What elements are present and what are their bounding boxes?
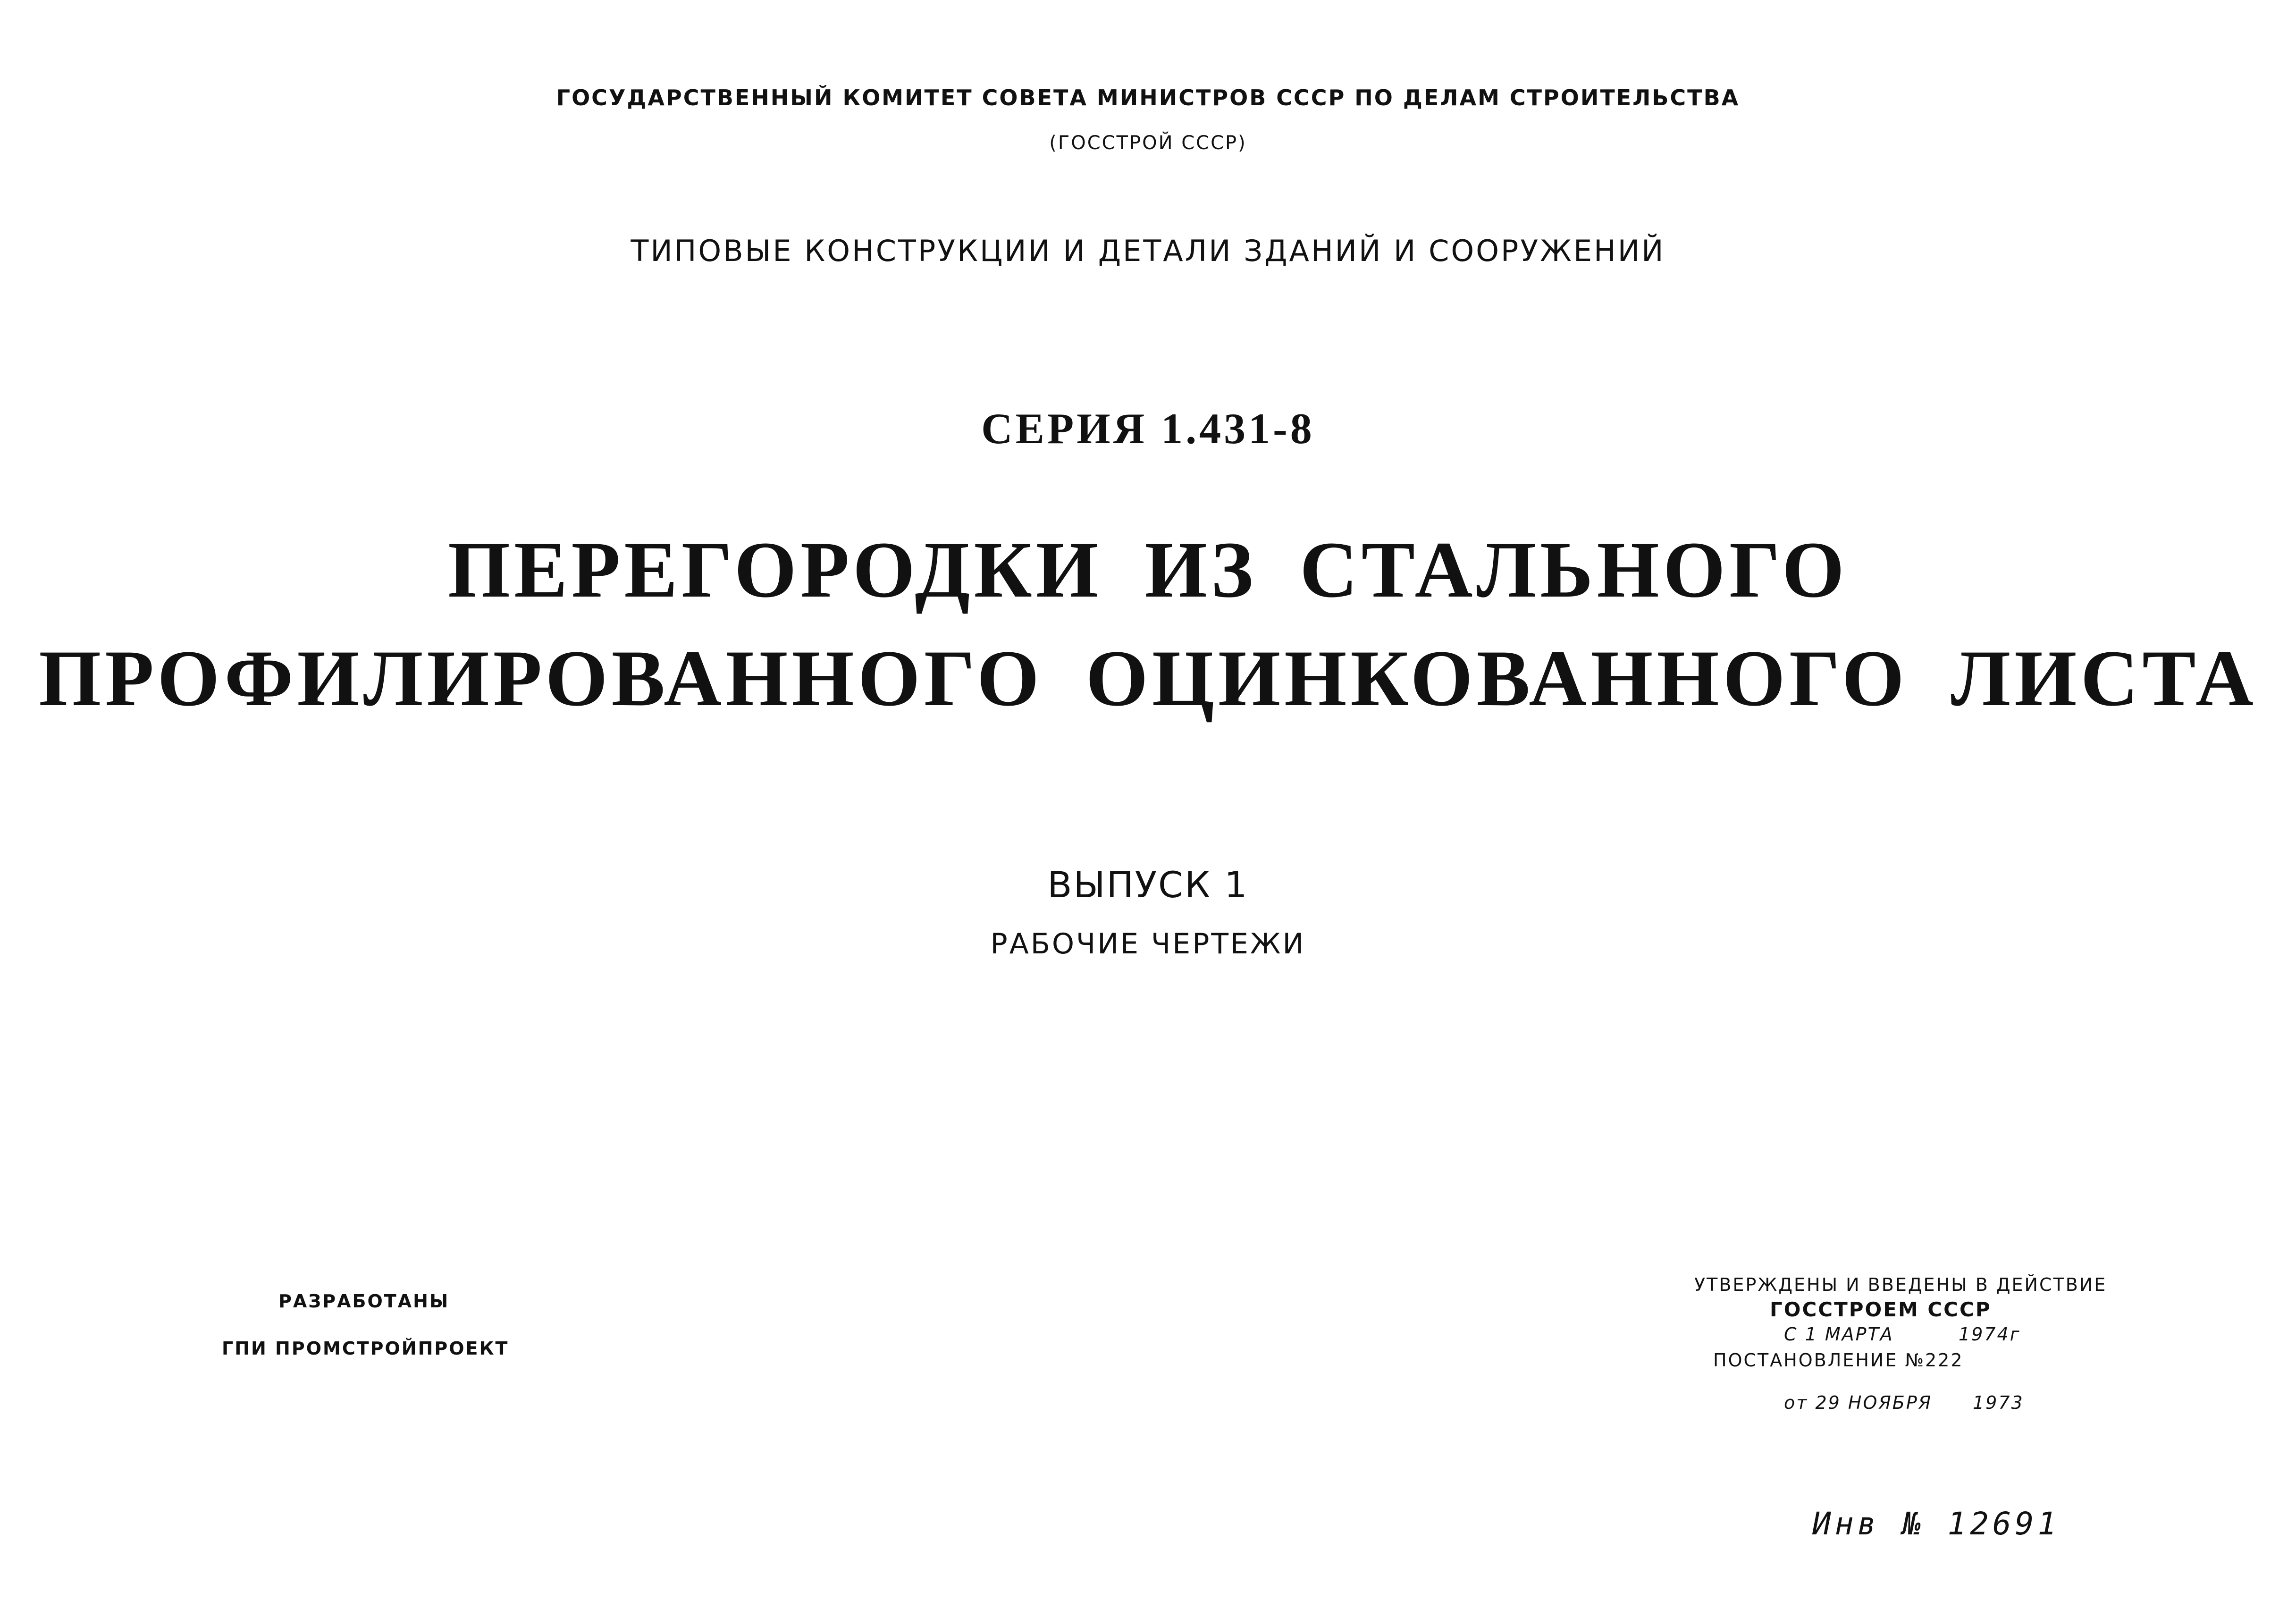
document-title-line-1: ПЕРЕГОРОДКИ ИЗ СТАЛЬНОГО <box>447 525 1849 614</box>
approval-statement: УТВЕРЖДЕНЫ И ВВЕДЕНЫ В ДЕЙСТВИЕ <box>1694 1274 2107 1295</box>
inventory-number: Инв № 12691 <box>1812 1506 2061 1542</box>
typical-constructions-heading: ТИПОВЫЕ КОНСТРУКЦИИ И ДЕТАЛИ ЗДАНИЙ И СООРУЖЕНИЙ <box>631 234 1665 268</box>
issue-type: РАБОЧИЕ ЧЕРТЕЖИ <box>990 927 1306 960</box>
decree-date-day: от 29 НОЯБРЯ <box>1784 1392 1933 1413</box>
effective-date-day: С 1 МАРТА <box>1784 1324 1894 1345</box>
gosstroy-abbreviation: (ГОССТРОЙ СССР) <box>1049 132 1247 154</box>
approval-authority: ГОССТРОЕМ СССР <box>1770 1298 1992 1321</box>
committee-header: ГОСУДАРСТВЕННЫЙ КОМИТЕТ СОВЕТА МИНИСТРОВ СССР ПО ДЕЛАМ СТРОИТЕЛЬСТВА <box>556 85 1740 110</box>
series-number: СЕРИЯ 1.431-8 <box>981 404 1315 453</box>
decree-number: ПОСТАНОВЛЕНИЕ №222 <box>1713 1350 1964 1371</box>
developed-by-label: РАЗРАБОТАНЫ <box>278 1291 450 1312</box>
document-title-line-2: ПРОФИЛИРОВАННОГО ОЦИНКОВАННОГО ЛИСТА <box>39 634 2257 723</box>
issue-number: ВЫПУСК 1 <box>1047 864 1249 906</box>
developer-organization: ГПИ ПРОМСТРОЙПРОЕКТ <box>222 1338 509 1359</box>
effective-date-year: 1974г <box>1959 1324 2021 1345</box>
decree-date-year: 1973 <box>1973 1392 2024 1413</box>
